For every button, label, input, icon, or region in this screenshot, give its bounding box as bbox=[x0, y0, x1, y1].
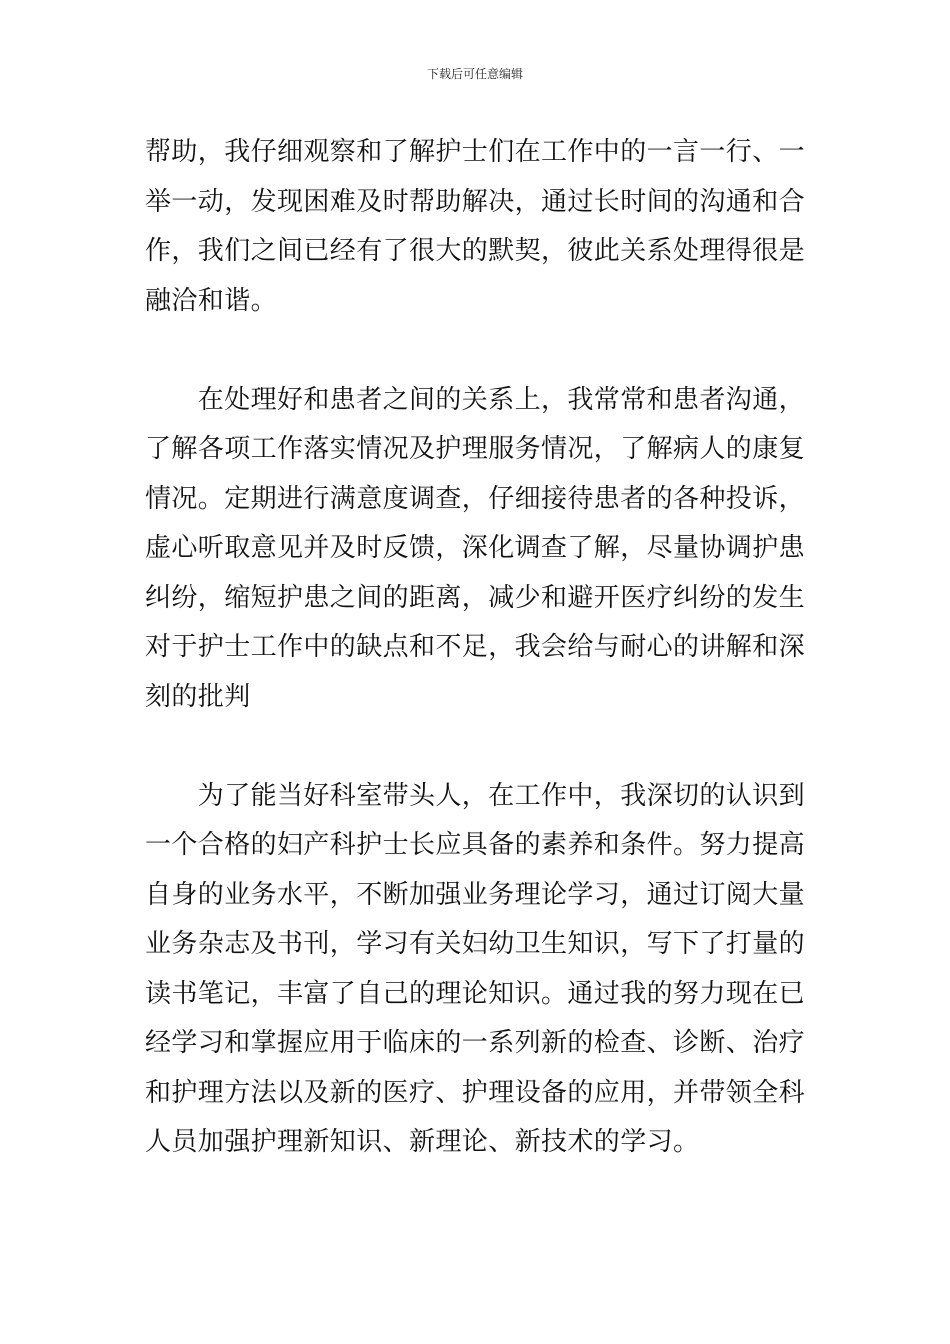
text-line: 纠纷，缩短护患之间的距离，减少和避开医疗纠纷的发生 bbox=[145, 582, 806, 613]
text-line: 了解各项工作落实情况及护理服务情况，了解病人的康复 bbox=[145, 434, 806, 464]
paragraph-gap bbox=[145, 722, 815, 772]
text-line: 虚心听取意见并及时反馈，深化调查了解，尽量协调护患 bbox=[145, 533, 806, 563]
paragraph-1 bbox=[145, 128, 815, 326]
text-line: 一个合格的妇产科护士长应具备的素养和条件。努力提高 bbox=[145, 830, 806, 860]
text-line: 读书笔记，丰富了自己的理论知识。通过我的努力现在已 bbox=[145, 978, 806, 1009]
text-line: 经学习和掌握应用于临床的一系列新的检查、诊断、治疗 bbox=[145, 1028, 806, 1058]
text-line: 业务杂志及书刊，学习有关妇幼卫生知识，写下了打量的 bbox=[145, 929, 806, 959]
text-line: 在处理好和患者之间的关系上，我常常和患者沟通， bbox=[145, 384, 806, 415]
text-line: 融洽和谐。 bbox=[145, 285, 278, 316]
text-line: 刻的批判 bbox=[145, 681, 251, 712]
text-line: 对于护士工作中的缺点和不足，我会给与耐心的讲解和深 bbox=[145, 632, 806, 662]
paragraph-3 bbox=[145, 772, 815, 1168]
page-header: 下载后可任意编辑 bbox=[426, 67, 523, 81]
paragraph-2 bbox=[145, 376, 815, 723]
text-line: 和护理方法以及新的医疗、护理设备的应用，并带领全科 bbox=[145, 1077, 806, 1108]
document-body bbox=[145, 128, 815, 1168]
text-line: 情况。定期进行满意度调查，仔细接待患者的各种投诉， bbox=[145, 483, 806, 514]
text-line: 举一动，发现困难及时帮助解决，通过长时间的沟通和合 bbox=[145, 186, 806, 217]
text-line: 为了能当好科室带头人，在工作中，我深切的认识到 bbox=[145, 780, 806, 811]
text-line: 自身的业务水平，不断加强业务理论学习，通过订阅大量 bbox=[145, 879, 806, 910]
text-line: 人员加强护理新知识、新理论、新技术的学习。 bbox=[145, 1127, 700, 1157]
paragraph-gap bbox=[145, 326, 815, 376]
text-line: 作，我们之间已经有了很大的默契，彼此关系处理得很是 bbox=[145, 236, 806, 266]
text-line: 帮助，我仔细观察和了解护士们在工作中的一言一行、一 bbox=[145, 137, 806, 167]
